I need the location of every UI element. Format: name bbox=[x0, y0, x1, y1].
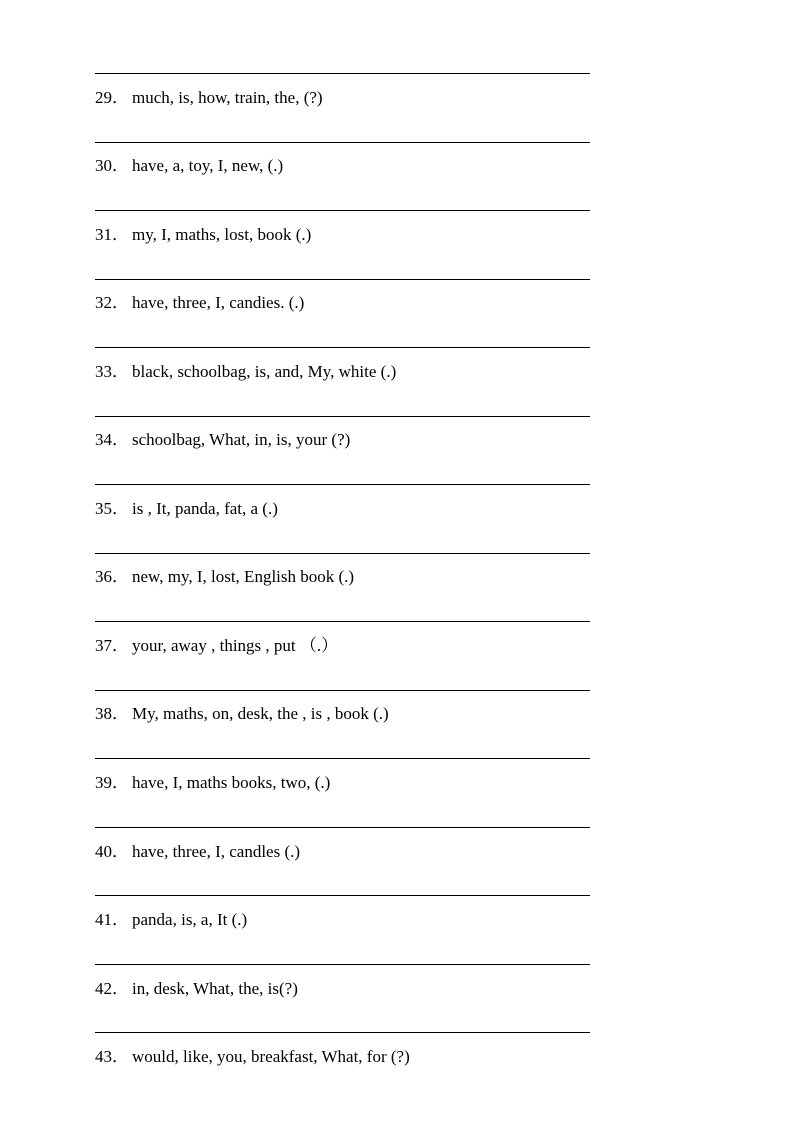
question-item bbox=[95, 86, 323, 110]
question-item bbox=[95, 634, 338, 658]
answer-line[interactable] bbox=[95, 690, 590, 691]
answer-line[interactable] bbox=[95, 142, 590, 143]
question-number: 35． bbox=[95, 499, 129, 518]
answer-line[interactable] bbox=[95, 279, 590, 280]
answer-line[interactable] bbox=[95, 347, 590, 348]
question-item bbox=[95, 154, 283, 178]
question-number: 40． bbox=[95, 842, 129, 861]
question-item bbox=[95, 702, 389, 726]
answer-line[interactable] bbox=[95, 416, 590, 417]
question-item bbox=[95, 360, 396, 384]
answer-line[interactable] bbox=[95, 553, 590, 554]
question-item bbox=[95, 1045, 410, 1069]
answer-line[interactable] bbox=[95, 621, 590, 622]
question-number: 38． bbox=[95, 704, 129, 723]
question-number: 37． bbox=[95, 636, 129, 655]
question-number: 31． bbox=[95, 225, 129, 244]
question-item bbox=[95, 840, 300, 864]
question-words: have, a, toy, I, new, (.) bbox=[132, 156, 284, 175]
question-words: black, schoolbag, is, and, My, white (.) bbox=[132, 362, 397, 381]
question-item bbox=[95, 291, 304, 315]
question-words: have, three, I, candies. (.) bbox=[132, 293, 305, 312]
question-item bbox=[95, 428, 350, 452]
question-words: new, my, I, lost, English book (.) bbox=[132, 567, 355, 586]
question-item bbox=[95, 771, 330, 795]
question-number: 42． bbox=[95, 979, 129, 998]
question-number: 30． bbox=[95, 156, 129, 175]
question-words: would, like, you, breakfast, What, for (?) bbox=[132, 1047, 410, 1066]
answer-line[interactable] bbox=[95, 1032, 590, 1033]
question-number: 29． bbox=[95, 88, 129, 107]
question-words: is , It, panda, fat, a (.) bbox=[132, 499, 278, 518]
answer-line[interactable] bbox=[95, 827, 590, 828]
answer-line[interactable] bbox=[95, 758, 590, 759]
answer-line[interactable] bbox=[95, 73, 590, 74]
question-number: 41． bbox=[95, 910, 129, 929]
question-item bbox=[95, 223, 311, 247]
question-number: 43． bbox=[95, 1047, 129, 1066]
question-words: have, three, I, candles (.) bbox=[132, 842, 301, 861]
question-words: My, maths, on, desk, the , is , book (.) bbox=[132, 704, 389, 723]
question-number: 33． bbox=[95, 362, 129, 381]
question-words: in, desk, What, the, is(?) bbox=[132, 979, 298, 998]
answer-line[interactable] bbox=[95, 484, 590, 485]
answer-line[interactable] bbox=[95, 895, 590, 896]
question-words: my, I, maths, lost, book (.) bbox=[132, 225, 312, 244]
question-number: 32． bbox=[95, 293, 129, 312]
question-item bbox=[95, 565, 354, 589]
answer-line[interactable] bbox=[95, 210, 590, 211]
question-item bbox=[95, 908, 247, 932]
question-words: panda, is, a, It (.) bbox=[132, 910, 248, 929]
question-number: 39． bbox=[95, 773, 129, 792]
answer-line[interactable] bbox=[95, 964, 590, 965]
question-words: have, I, maths books, two, (.) bbox=[132, 773, 331, 792]
question-item bbox=[95, 497, 278, 521]
question-item bbox=[95, 977, 298, 1001]
question-number: 36． bbox=[95, 567, 129, 586]
question-words: much, is, how, train, the, (?) bbox=[132, 88, 323, 107]
question-words: schoolbag, What, in, is, your (?) bbox=[132, 430, 351, 449]
question-words: your, away , things , put （.） bbox=[132, 636, 339, 655]
question-number: 34． bbox=[95, 430, 129, 449]
